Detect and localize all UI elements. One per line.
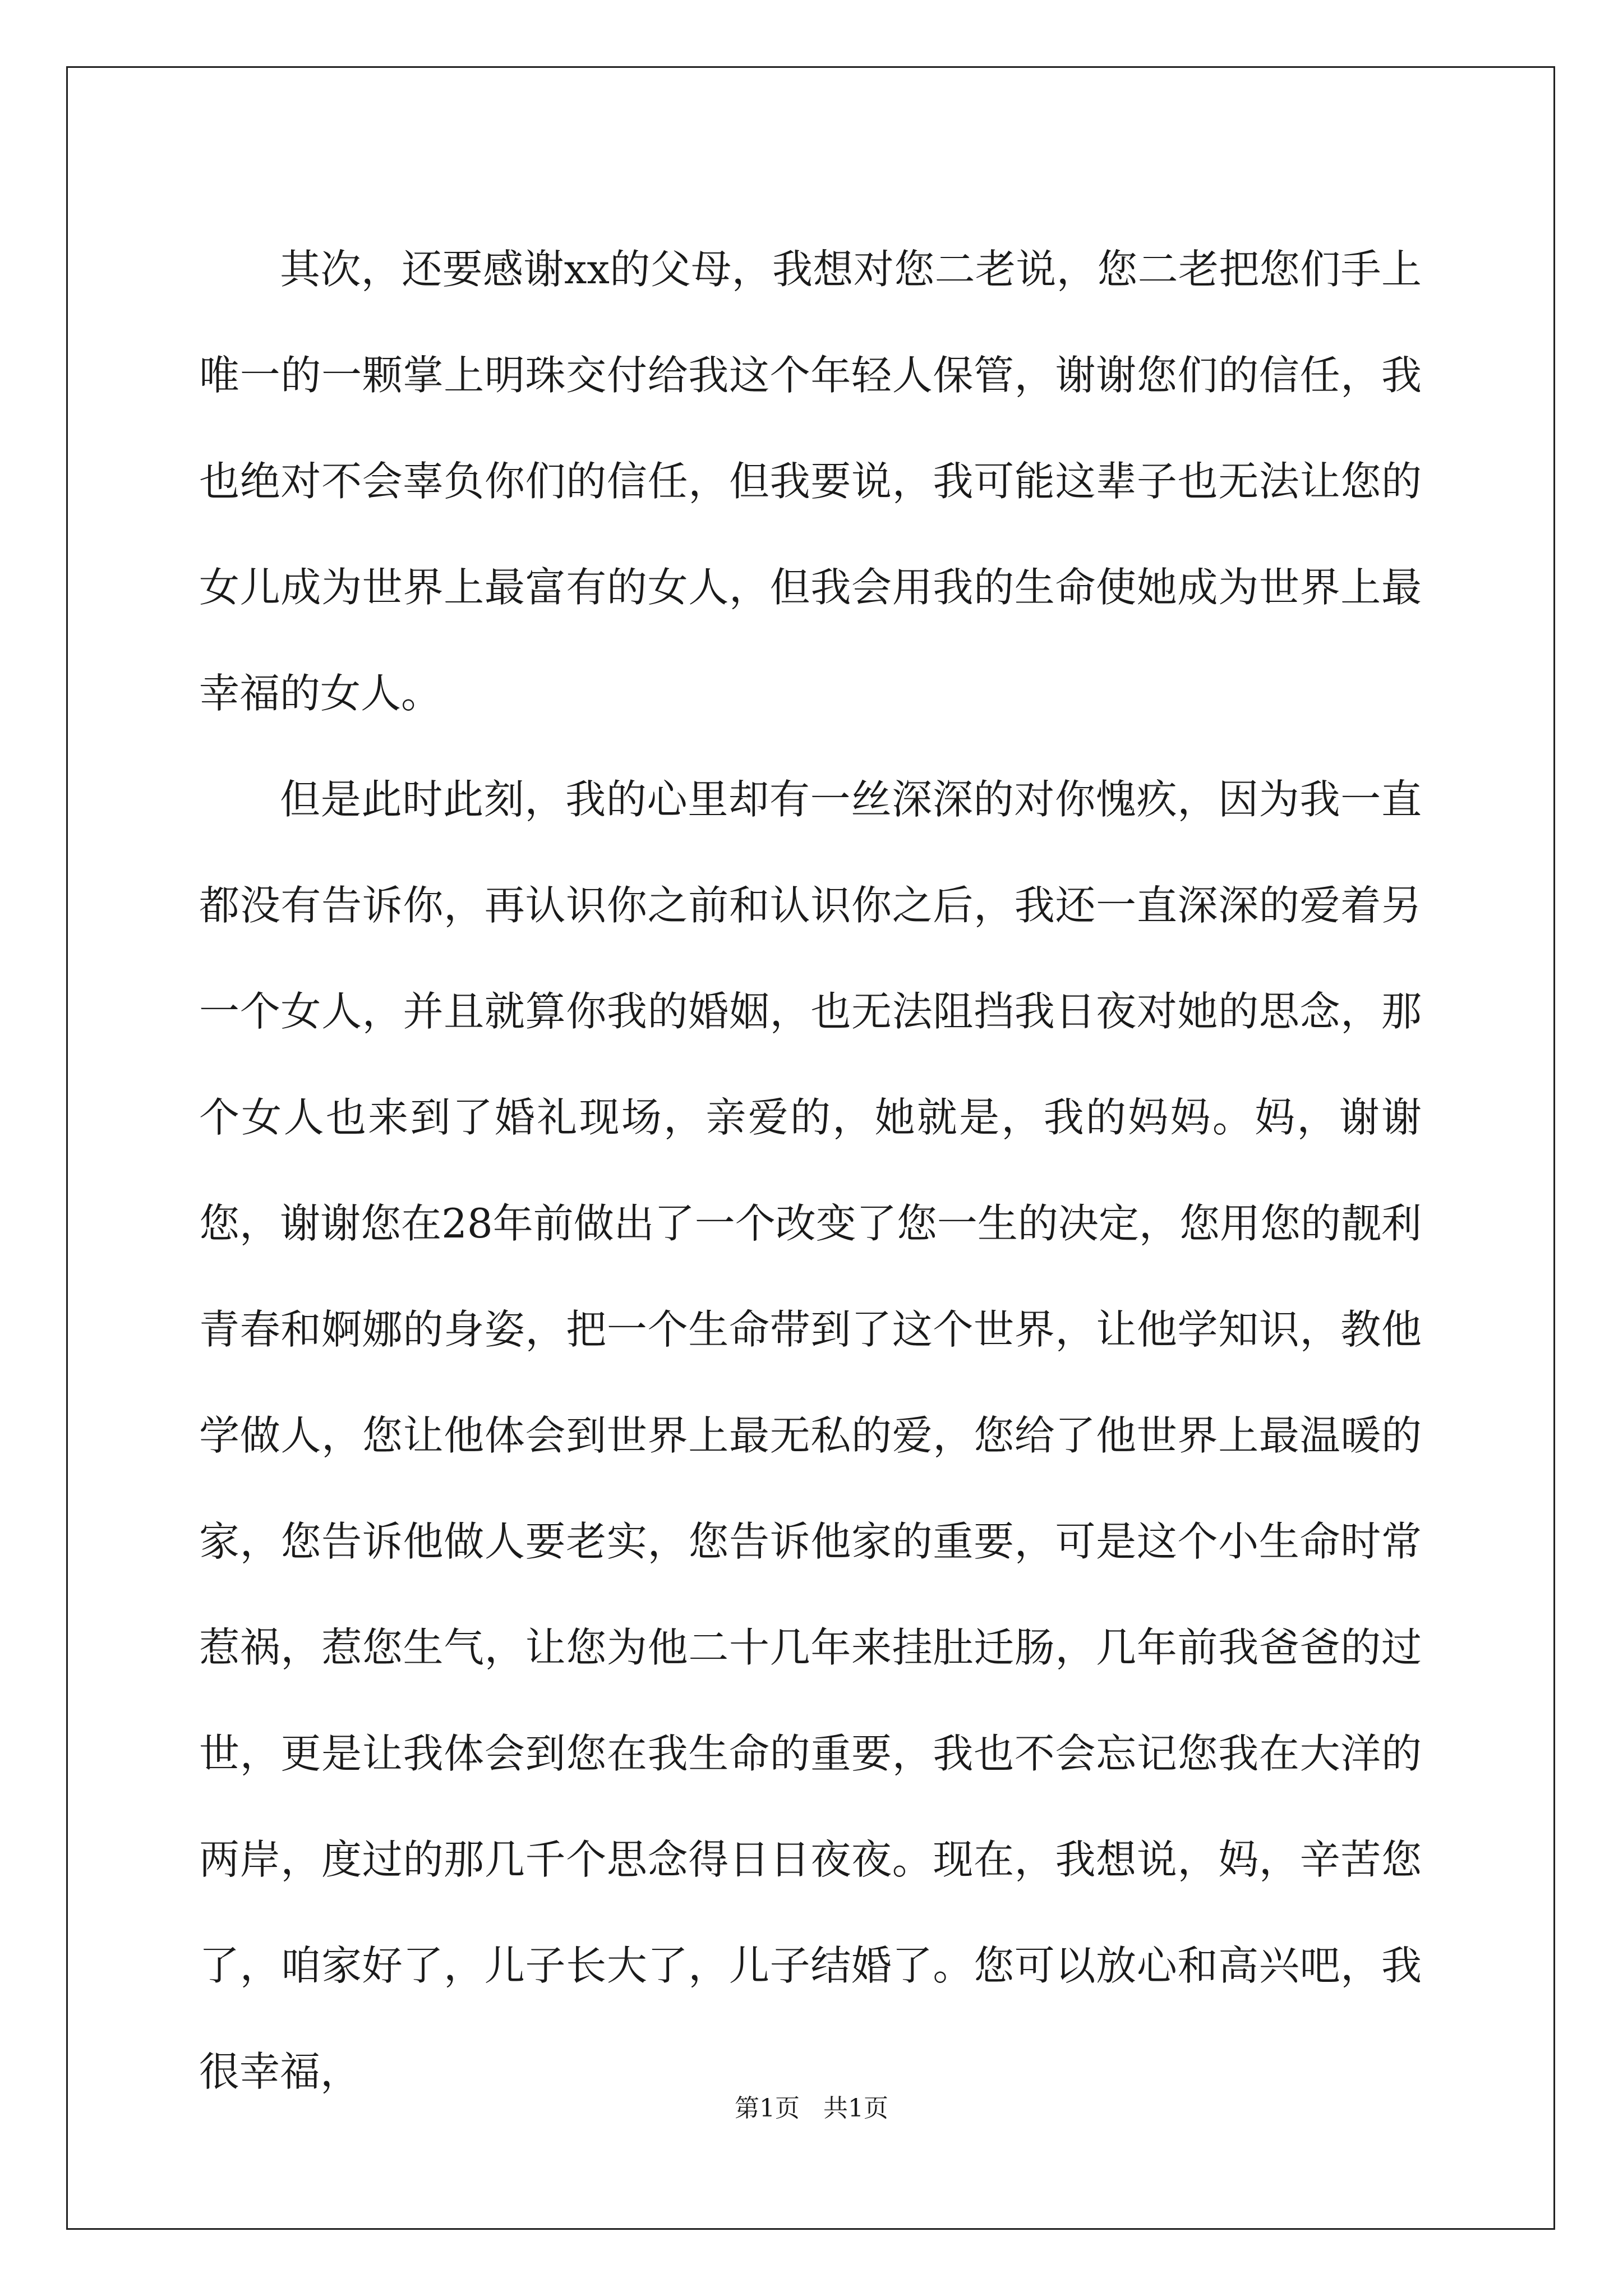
paragraph-2: 但是此时此刻，我的心里却有一丝深深的对你愧疚，因为我一直都没有告诉你，再认识你之前和认识你之后，我还一直深深的爱着另一个女人，并且就算你我的婚姻，也无法阻挡我日夜对她的思念，那个女人也来到了婚礼现场，亲爱的，她就是，我的妈妈。妈，谢谢您，谢谢您在28年前做出了一个改变了您一生的决定，您用您的靓利青春和婀娜的身姿，把一个生命带到了这个世界，让他学知识，教他学做人，您让他体会到世界上最无私的爱，您给了他世界上最温暖的家，您告诉他做人要老实，您告诉他家的重要，可是这个小生命时常惹祸，惹您生气，让您为他二十几年来挂肚迁肠，几年前我爸爸的过世，更是让我体会到您在我生命的重要，我也不会忘记您我在大洋的两岸，度过的那几千个思念得日日夜夜。现在，我想说，妈，辛苦您了，咱家好了，儿子长大了，儿子结婚了。您可以放心和高兴吧，我很幸福，: [199, 776, 1422, 2095]
document-body: [199, 217, 1422, 2125]
page-footer: 第1页 共1页: [735, 2094, 888, 2123]
paragraph-1: 其次，还要感谢xx的父母，我想对您二老说，您二老把您们手上唯一的一颗掌上明珠交付给我这个年轻人保管，谢谢您们的信任，我也绝对不会辜负你们的信任，但我要说，我可能这辈子也无法让您的女儿成为世界上最富有的女人，但我会用我的生命使她成为世界上最幸福的女人。: [199, 246, 1422, 717]
